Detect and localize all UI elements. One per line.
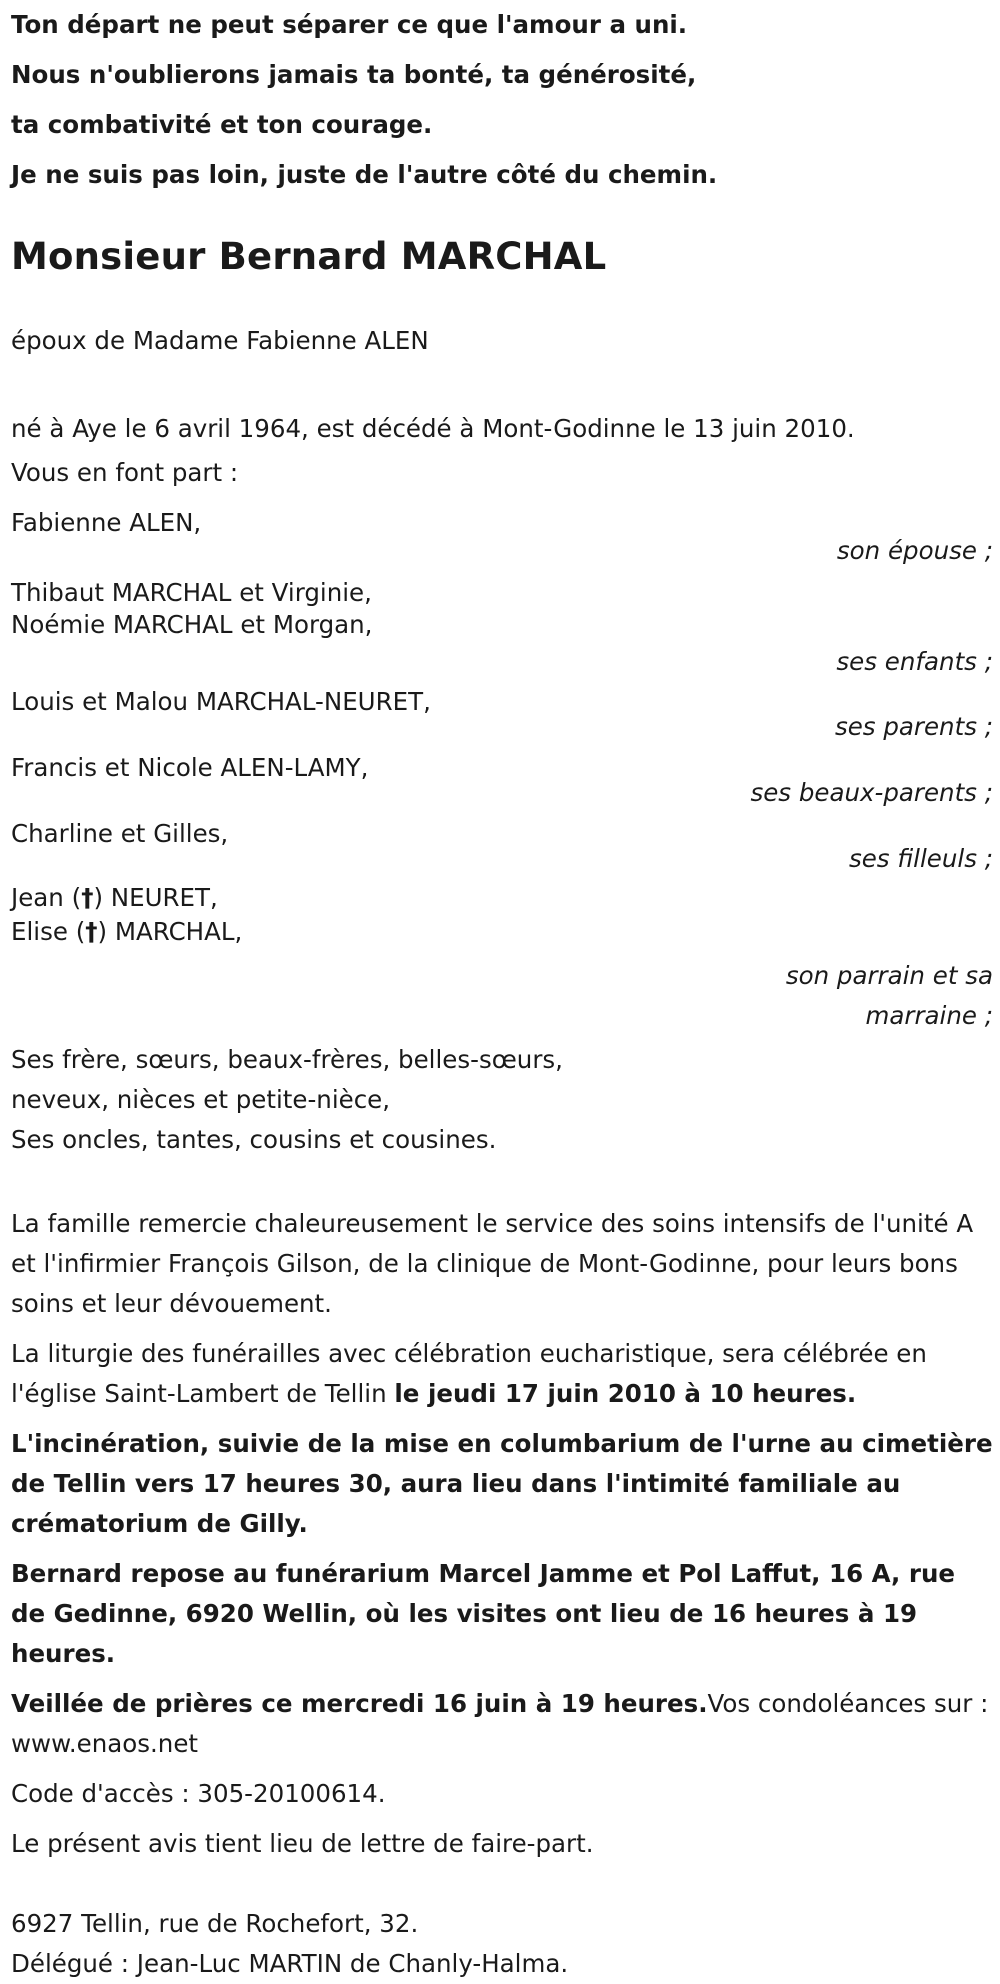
vigil-time: Veillée de prières ce mercredi 16 juin à 19 heures.	[11, 1689, 708, 1718]
other-relatives	[11, 1040, 995, 1160]
obituary-notice	[11, 0, 995, 1984]
family-group-in-laws	[11, 748, 995, 812]
condolences-link: Vos condoléances sur : www.enaos.net	[11, 1689, 989, 1758]
family-name: Charline et Gilles,	[11, 819, 229, 848]
poem-line: Je ne suis pas loin, juste de l'autre côté du chemin.	[11, 160, 718, 189]
family-group-children	[11, 575, 995, 681]
announce-line: Vous en font part :	[11, 458, 239, 487]
address-block	[11, 1904, 995, 1984]
family-name: Elise (†) MARCHAL,	[11, 917, 243, 946]
relatives-line: Ses oncles, tantes, cousins et cousines.	[11, 1125, 497, 1154]
relatives-line: neveux, nièces et petite-nièce,	[11, 1085, 391, 1114]
family-group-parents	[11, 682, 995, 746]
family-name: Thibaut MARCHAL et Virginie,	[11, 578, 372, 607]
poem-line: ta combativité et ton courage.	[11, 110, 433, 139]
family-name: Francis et Nicole ALEN-LAMY,	[11, 753, 369, 782]
access-code: Code d'accès : 305-20100614.	[11, 1779, 386, 1808]
address-line: 6927 Tellin, rue de Rochefort, 32.	[11, 1909, 419, 1938]
poem-line: Nous n'oublierons jamais ta bonté, ta générosité,	[11, 60, 697, 89]
relatives-line: Ses frère, sœurs, beaux-frères, belles-sœurs,	[11, 1045, 563, 1074]
family-role: ses beaux-parents ;	[750, 778, 993, 807]
family-name: Jean (†) NEURET,	[11, 883, 218, 912]
family-group-godchildren	[11, 814, 995, 878]
address-line: Délégué : Jean-Luc MARTIN de Chanly-Halma.	[11, 1949, 569, 1978]
notice-line: Le présent avis tient lieu de lettre de faire-part.	[11, 1829, 594, 1858]
family-group-godparents	[11, 880, 995, 1036]
cross-icon: †	[85, 917, 98, 946]
family-role: ses filleuls ;	[848, 844, 993, 873]
deceased-name: Monsieur Bernard MARCHAL	[11, 235, 607, 278]
family-name: Louis et Malou MARCHAL-NEURET,	[11, 687, 431, 716]
thanks-paragraph: La famille remercie chaleureusement le service des soins intensifs de l'unité A et l'infirmier François Gilson, de la clinique de Mont-Godinne, pour leurs bons soins et leur dévouement.	[11, 1209, 974, 1318]
family-name: Fabienne ALEN,	[11, 508, 202, 537]
spouse-line: époux de Madame Fabienne ALEN	[11, 326, 429, 355]
family-group-spouse	[11, 503, 995, 570]
repose-paragraph: Bernard repose au funérarium Marcel Jamme et Pol Laffut, 16 A, rue de Gedinne, 6920 Wellin, où les visites ont lieu de 16 heures à 19 heures.	[11, 1559, 956, 1668]
cross-icon: †	[81, 883, 94, 912]
vigil-paragraph	[11, 1684, 995, 1764]
poem-line: Ton départ ne peut séparer ce que l'amour a uni.	[11, 10, 688, 39]
liturgy-paragraph: La liturgie des funérailles avec célébration eucharistique, sera célébrée en l'église Saint-Lambert de Tellin le jeudi 17 juin 2010 à 10 heures.	[11, 1339, 927, 1408]
family-role: son parrain et sa marraine ;	[785, 961, 993, 1030]
family-role: son épouse ;	[836, 536, 993, 565]
family-role: ses parents ;	[834, 712, 993, 741]
family-role: ses enfants ;	[836, 647, 993, 676]
liturgy-date: le jeudi 17 juin 2010 à 10 heures.	[394, 1379, 857, 1408]
memorial-poem	[11, 0, 995, 200]
birth-death-line: né à Aye le 6 avril 1964, est décédé à Mont-Godinne le 13 juin 2010.	[11, 414, 855, 443]
family-name: Noémie MARCHAL et Morgan,	[11, 610, 373, 639]
incineration-paragraph: L'incinération, suivie de la mise en columbarium de l'urne au cimetière de Tellin vers 17 heures 30, aura lieu dans l'intimité familiale au crématorium de Gilly.	[11, 1429, 993, 1538]
